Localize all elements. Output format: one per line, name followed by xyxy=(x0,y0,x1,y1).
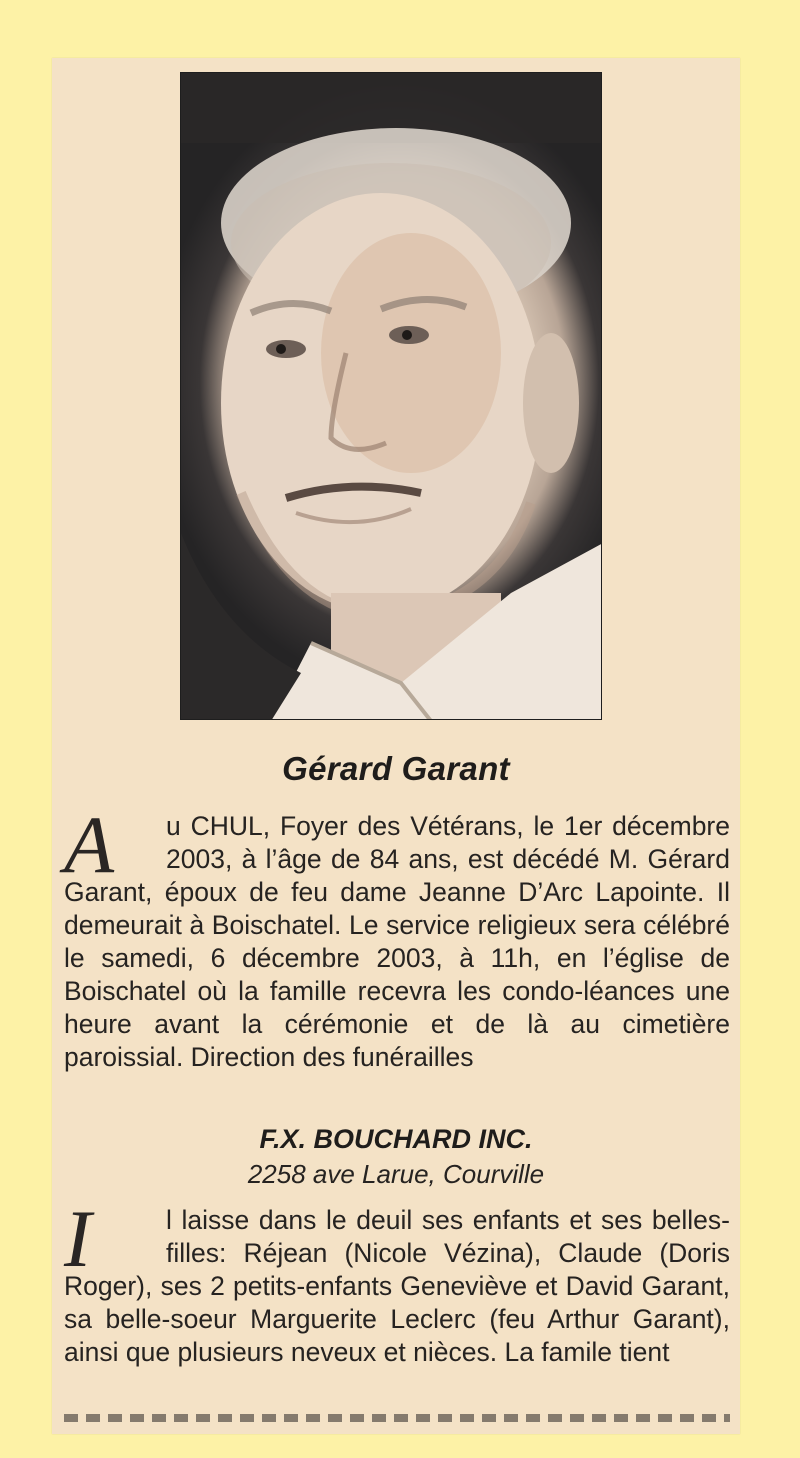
paragraph-1-text: u CHUL, Foyer des Vétérans, le 1er décembre 2003, à l’âge de 84 ans, est décédé M. Gérard Garant, époux de feu dame Jeanne D’Arc Lapointe. Il demeurait à Boischatel. Le service religieux sera célébré le samedi, 6 décembre 2003, à 11h, en l’église de Boischatel où la famille recevra les condo-léances une heure avant la cérémonie et de là au cimetière paroissial. Direction des funérailles xyxy=(64,811,730,1072)
deceased-name: Gérard Garant xyxy=(282,750,510,787)
cut-off-text-line xyxy=(64,1414,730,1434)
funeral-home-name: F.X. BOUCHARD INC. xyxy=(259,1124,533,1154)
obituary-paragraph-1 xyxy=(64,799,730,1074)
dropcap-i: I xyxy=(64,1193,92,1284)
obituary-paragraph-2 xyxy=(64,1193,730,1369)
funeral-home-address: 2258 ave Larue, Courville xyxy=(247,1159,545,1189)
obituary-clipping xyxy=(52,58,740,1434)
portrait-illustration xyxy=(181,73,602,720)
paragraph-2-text: l laisse dans le deuil ses enfants et ses belles-filles: Réjean (Nicole Vézina), Claude (Doris Roger), ses 2 petits-enfants Geneviève et David Garant, sa belle-soeur Marguerite Leclerc (feu Arthur Garant), ainsi que plusieurs neveux et nièces. La famile tient xyxy=(64,1205,730,1367)
dropcap-a: A xyxy=(64,799,115,890)
portrait-photo xyxy=(180,72,602,720)
